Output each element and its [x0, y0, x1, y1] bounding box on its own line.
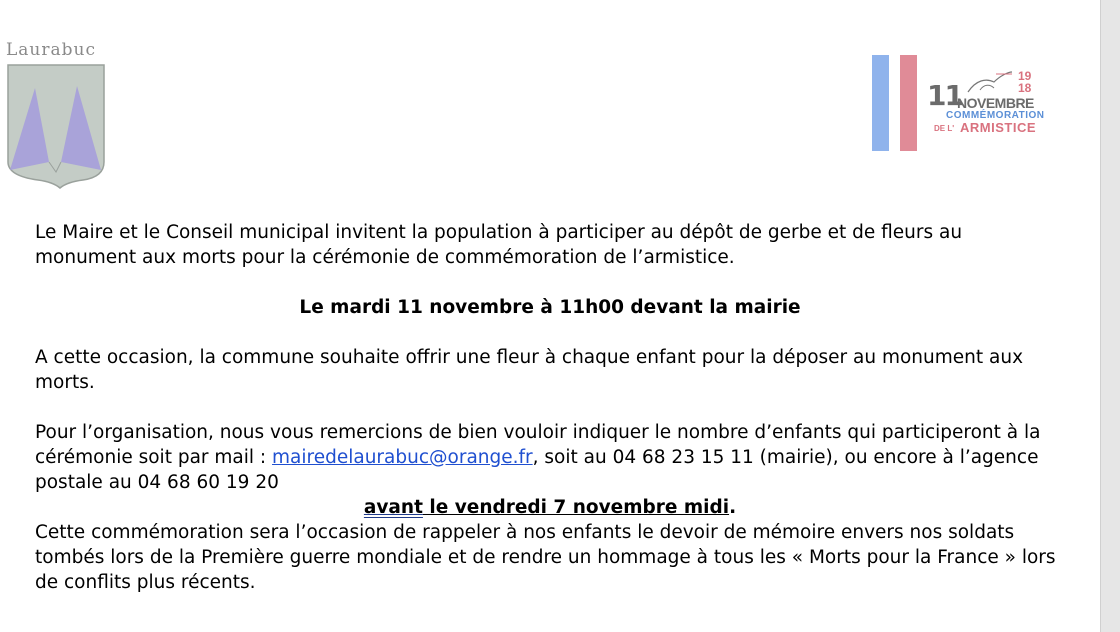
organisation-paragraph — [35, 420, 1065, 495]
letter-body — [35, 220, 1065, 595]
logo-subtitle: COMMÉMORATION — [946, 110, 1045, 121]
event-date-line: Le mardi 11 novembre à 11h00 devant la mairie — [299, 297, 801, 318]
deadline-date: le vendredi 7 novembre midi — [422, 497, 730, 518]
organisation-text: Pour l’organisation, nous vous remercions de bien vouloir indiquer le nombre d’enfants qui participeront à la cérémonie soit par mail : — [35, 422, 1041, 468]
logo-de: DE L' — [934, 124, 955, 133]
flowers-paragraph: A cette occasion, la commune souhaite offrir une fleur à chaque enfant pour la déposer au monument aux morts. — [35, 347, 1024, 393]
vertical-scrollbar[interactable] — [1100, 0, 1120, 632]
logo-year-bottom: 18 — [1018, 81, 1032, 95]
deadline-period: . — [729, 497, 737, 518]
deadline-word: avant — [363, 497, 423, 518]
email-link[interactable]: mairedelaurabuc@orange.fr — [272, 447, 533, 468]
intro-paragraph: Le Maire et le Conseil municipal invitent la population à participer au dépôt de gerbe et de fleurs au monument aux morts pour la cérémonie de commémoration de l’armistice. — [35, 222, 963, 268]
logo-month: NOVEMBRE — [957, 95, 1034, 111]
logo-day: 11 — [927, 79, 962, 112]
organisation-contact-text: , soit au 04 68 23 15 11 (mairie), ou encore à l’agence postale au 04 68 60 19 20 — [35, 447, 1039, 493]
crest-town-name: Laurabuc — [6, 40, 96, 60]
poppy-hand-icon — [966, 70, 1014, 96]
closing-paragraph: Cette commémoration sera l’occasion de rappeler à nos enfants le devoir de mémoire envers nos soldats tombés lors de la Première guerre mondiale et de rendre un hommage à tous les « Morts pour la France » lors de conflits plus récents. — [35, 522, 1056, 593]
logo-years — [1018, 70, 1040, 94]
logo-year-top: 19 — [1018, 69, 1032, 83]
deadline-line — [35, 495, 1065, 520]
town-coat-of-arms — [5, 62, 107, 190]
flag-stripes-icon — [872, 55, 920, 153]
logo-armistice: ARMISTICE — [960, 120, 1036, 135]
